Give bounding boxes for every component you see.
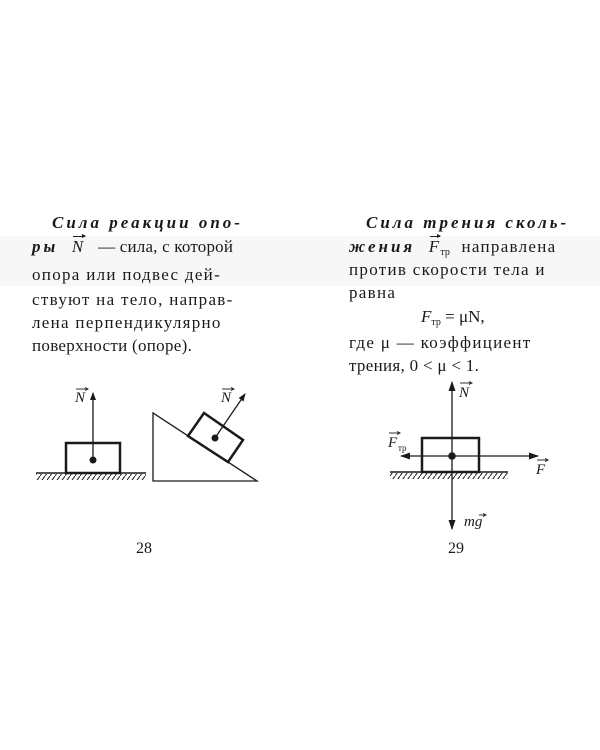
definition-line: опора или подвес дей- [32, 265, 222, 284]
vector-n-symbol: N [71, 237, 85, 256]
term-sliding-friction: Сила трения сколь- [366, 213, 570, 232]
gravity-force-label: mg [464, 514, 483, 530]
definition-line: поверхности (опоре). [32, 336, 193, 355]
definition-line: равна [349, 283, 397, 302]
center-dot [448, 452, 456, 460]
normal-force-label: N [459, 385, 470, 401]
normal-force-label: N [75, 390, 86, 406]
definition-line: ствуют на тело, направ- [32, 290, 234, 309]
definition-line: жения $F_{тр}$ направлена [349, 237, 557, 258]
friction-force-subscript: тр [398, 443, 407, 453]
normal-force-label: N [221, 390, 232, 406]
vector-f-friction-symbol: $F_{тр}$ [428, 237, 450, 258]
definition-line: против скорости тела и [349, 260, 546, 279]
term-normal-force: Сила реакции опо- [52, 213, 243, 232]
ground-hatching [390, 473, 508, 479]
definition-line: трения, 0 < μ < 1. [349, 356, 480, 375]
friction-force-label: F [388, 435, 398, 451]
definition-line: где μ — коэффициент [349, 333, 532, 352]
definition-line: ры N — сила, с которой [32, 237, 234, 256]
page-number: 29 [448, 540, 464, 557]
applied-force-label: F [536, 462, 546, 478]
page-number: 28 [136, 540, 152, 557]
friction-formula: $F_{тр} = \mu N$, [421, 307, 485, 328]
definition-line: лена перпендикулярно [32, 313, 222, 332]
